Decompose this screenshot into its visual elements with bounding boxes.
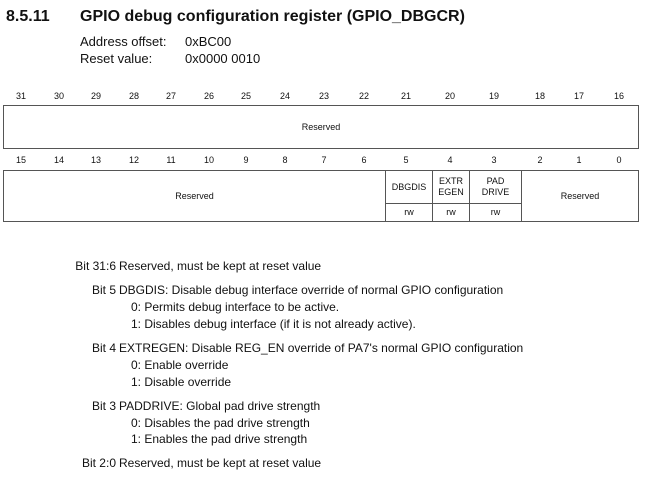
bit-3-label: Bit 3 xyxy=(91,399,116,413)
bit-number: 9 xyxy=(243,155,249,165)
bit-number: 19 xyxy=(488,91,499,101)
bit-4-text: EXTREGEN: Disable REG_EN override of PA7's normal GPIO configuration xyxy=(119,341,524,355)
paddrive-label-line1: PAD xyxy=(486,176,505,186)
bit-number: 29 xyxy=(90,91,101,101)
bit-number: 23 xyxy=(318,91,329,101)
dbgdis-access: rw xyxy=(404,207,414,217)
bit-number: 18 xyxy=(534,91,545,101)
extregen-field xyxy=(433,171,469,203)
extregen-access: rw xyxy=(446,207,456,217)
extregen-label-line2: EGEN xyxy=(438,187,464,197)
bit-number: 16 xyxy=(613,91,624,101)
bit-5-text: DBGDIS: Disable debug interface override of normal GPIO configuration xyxy=(119,283,504,297)
section-title: GPIO debug configuration register (GPIO_DBGCR) xyxy=(80,8,465,25)
bit-number: 3 xyxy=(491,155,497,165)
paddrive-access: rw xyxy=(490,207,501,217)
reserved-field-upper: Reserved xyxy=(301,121,341,132)
bit-number: 25 xyxy=(240,91,251,101)
extregen-label-line1: EXTR xyxy=(438,176,463,186)
bit-2-0-text: Reserved, must be kept at reset value xyxy=(119,456,322,470)
bit-31-6-label: Bit 31:6 xyxy=(75,259,116,273)
bit-number: 14 xyxy=(53,155,64,165)
bit-5-option-1: 1: Disables debug interface (if it is not already active). xyxy=(131,317,416,331)
bit-number: 15 xyxy=(15,155,26,165)
bit-4-option-0: 0: Enable override xyxy=(131,358,229,372)
bit-number: 30 xyxy=(53,91,64,101)
bit-number: 27 xyxy=(165,91,176,101)
bit-number: 17 xyxy=(573,91,584,101)
bit-number: 12 xyxy=(128,155,139,165)
bit-number: 2 xyxy=(537,155,543,165)
paddrive-label-line2: DRIVE xyxy=(481,187,510,197)
bit-2-0-label: Bit 2:0 xyxy=(81,456,116,470)
bit-number: 8 xyxy=(282,155,288,165)
bit-number: 0 xyxy=(616,155,622,165)
address-offset-label: Address offset: xyxy=(80,34,167,49)
bit-3-text: PADDRIVE: Global pad drive strength xyxy=(119,399,321,413)
bit-number: 21 xyxy=(400,91,411,101)
bit-number: 1 xyxy=(576,155,582,165)
reset-value-value: 0x0000 0010 xyxy=(185,51,261,66)
reserved-field-lower-left: Reserved xyxy=(175,190,214,201)
bit-number: 31 xyxy=(15,91,26,101)
dbgdis-field: DBGDIS xyxy=(391,181,427,192)
bit-number: 6 xyxy=(361,155,367,165)
bit-number: 4 xyxy=(447,155,453,165)
reserved-field-lower-right: Reserved xyxy=(560,190,600,201)
bit-number: 11 xyxy=(166,155,176,165)
section-number: 8.5.11 xyxy=(6,8,50,25)
bit-number: 22 xyxy=(358,91,369,101)
lower-register-field xyxy=(3,170,639,222)
bit-4-label: Bit 4 xyxy=(91,341,116,355)
upper-register-field xyxy=(3,105,639,149)
bit-number: 20 xyxy=(444,91,455,101)
reset-value-label: Reset value: xyxy=(80,51,153,66)
bit-number: 5 xyxy=(403,155,409,165)
bit-number: 13 xyxy=(90,155,101,165)
paddrive-field xyxy=(470,171,521,203)
bit-5-option-0: 0: Permits debug interface to be active. xyxy=(131,300,340,314)
bit-4-option-1: 1: Disable override xyxy=(131,375,232,389)
bit-5-label: Bit 5 xyxy=(91,283,116,297)
bit-number: 24 xyxy=(279,91,290,101)
bit-number: 26 xyxy=(203,91,214,101)
bit-31-6-text: Reserved, must be kept at reset value xyxy=(119,259,322,273)
bit-number: 7 xyxy=(321,155,327,165)
address-offset-value: 0xBC00 xyxy=(185,34,232,49)
bit-3-option-0: 0: Disables the pad drive strength xyxy=(131,416,310,430)
bit-number: 10 xyxy=(203,155,214,165)
bit-number: 28 xyxy=(128,91,139,101)
bit-3-option-1: 1: Enables the pad drive strength xyxy=(131,432,308,446)
